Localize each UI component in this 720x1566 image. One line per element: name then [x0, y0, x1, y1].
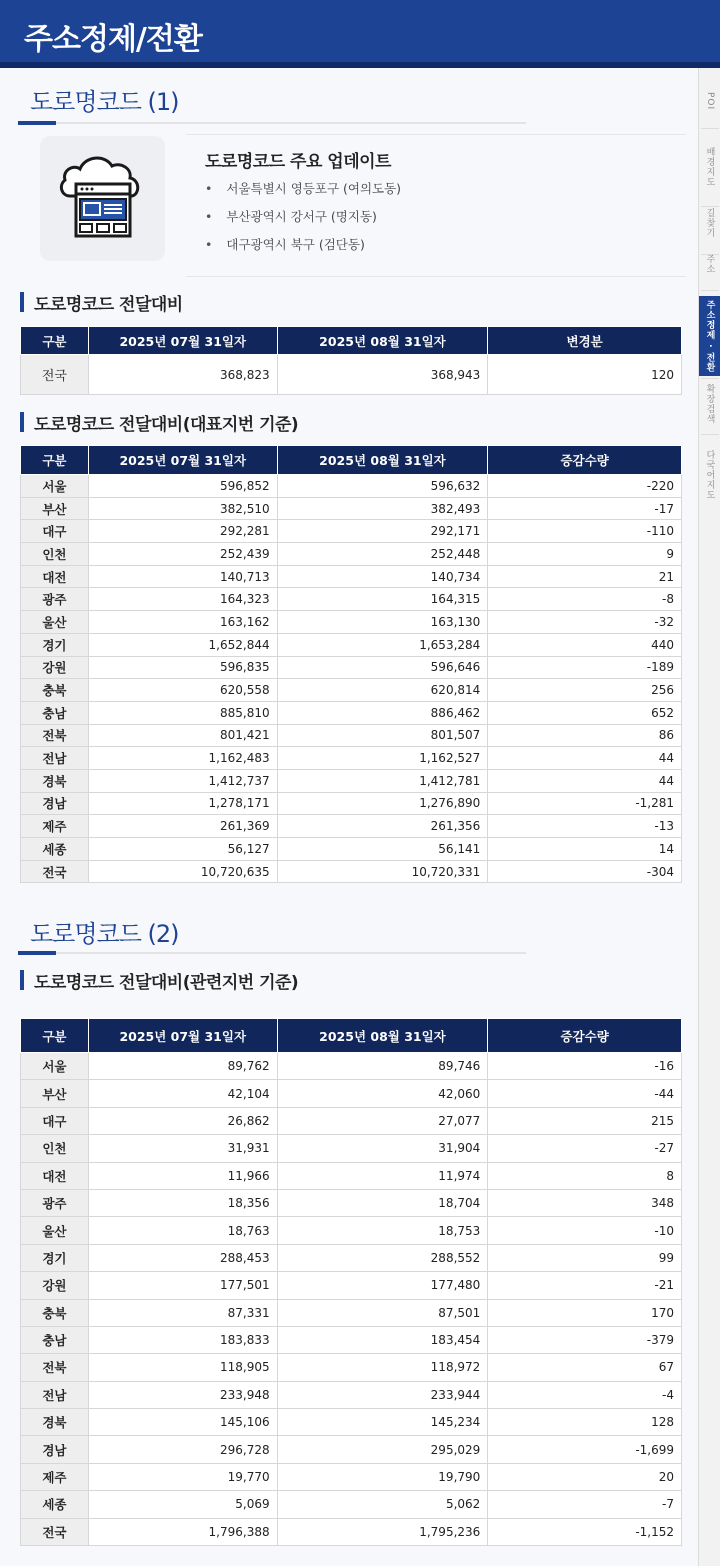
value-cell: 256: [488, 679, 682, 702]
update-item: • 서울특별시 영등포구 (여의도동): [205, 178, 401, 206]
region-cell: 울산: [21, 1217, 89, 1244]
region-cell: 충남: [21, 701, 89, 724]
region-cell: 광주: [21, 1189, 89, 1216]
value-cell: 348: [488, 1189, 682, 1216]
value-cell: -4: [488, 1381, 682, 1408]
region-cell: 경기: [21, 1244, 89, 1271]
rail-item-label: POI: [705, 91, 715, 111]
value-cell: 89,746: [277, 1053, 488, 1080]
table-related-lot: [20, 1018, 682, 1546]
value-cell: 170: [488, 1299, 682, 1326]
table-row: [21, 1491, 682, 1518]
table-row: [21, 1244, 682, 1271]
value-cell: 177,501: [88, 1272, 277, 1299]
value-cell: 1,795,236: [277, 1518, 488, 1545]
update-bottom-rule: [186, 276, 686, 277]
region-cell: 인천: [21, 1135, 89, 1162]
value-cell: 1,652,844: [88, 633, 277, 656]
value-cell: 292,171: [277, 520, 488, 543]
value-cell: 163,162: [88, 611, 277, 634]
value-cell: -1,699: [488, 1436, 682, 1463]
region-cell: 부산: [21, 1080, 89, 1107]
value-cell: 295,029: [277, 1436, 488, 1463]
value-cell: 596,632: [277, 475, 488, 498]
column-header: 2025년 08월 31일자: [277, 327, 488, 355]
table-row: [21, 1053, 682, 1080]
rail-separator: [701, 290, 719, 291]
value-cell: 288,453: [88, 1244, 277, 1271]
region-cell: 전북: [21, 724, 89, 747]
table-row: [21, 1381, 682, 1408]
value-cell: 44: [488, 769, 682, 792]
value-cell: 18,763: [88, 1217, 277, 1244]
value-cell: 233,944: [277, 1381, 488, 1408]
table3-title: 도로명코드 전달대비(관련지번 기준): [20, 968, 298, 993]
table-row: [21, 701, 682, 724]
value-cell: 67: [488, 1354, 682, 1381]
value-cell: -13: [488, 815, 682, 838]
column-header: 2025년 08월 31일자: [277, 446, 488, 475]
region-cell: 대구: [21, 520, 89, 543]
value-cell: 620,814: [277, 679, 488, 702]
value-cell: 177,480: [277, 1272, 488, 1299]
table-row: [21, 1162, 682, 1189]
table-row: [21, 860, 682, 883]
table-row: [21, 747, 682, 770]
value-cell: 9: [488, 543, 682, 566]
region-cell: 대구: [21, 1107, 89, 1134]
table1-title: 도로명코드 전달대비: [20, 290, 183, 315]
value-cell: -379: [488, 1326, 682, 1353]
main-content: [0, 68, 698, 1566]
table-row: [21, 1189, 682, 1216]
value-cell: 145,234: [277, 1409, 488, 1436]
value-cell: 252,439: [88, 543, 277, 566]
update-title: 도로명코드 주요 업데이트: [205, 152, 391, 172]
value-cell: 86: [488, 724, 682, 747]
table-row: [21, 543, 682, 566]
column-header: 2025년 07월 31일자: [88, 1019, 277, 1053]
region-cell: 전국: [21, 1518, 89, 1545]
page-title: 주소정제/전환: [24, 22, 202, 57]
table-row: [21, 520, 682, 543]
rail-item[interactable]: [699, 240, 720, 288]
value-cell: 1,278,171: [88, 792, 277, 815]
column-header: 증감수량: [488, 446, 682, 475]
table-row: [21, 1409, 682, 1436]
section-title-2: 도로명코드 (2): [30, 920, 179, 948]
value-cell: 183,454: [277, 1326, 488, 1353]
region-cell: 울산: [21, 611, 89, 634]
value-cell: 801,507: [277, 724, 488, 747]
column-header: 2025년 07월 31일자: [88, 446, 277, 475]
value-cell: 14: [488, 838, 682, 861]
value-cell: 596,852: [88, 475, 277, 498]
table-row: [21, 1217, 682, 1244]
column-header: 변경분: [488, 327, 682, 355]
table-representative-lot: [20, 445, 682, 883]
value-cell: 145,106: [88, 1409, 277, 1436]
value-cell: 21: [488, 565, 682, 588]
value-cell: 164,323: [88, 588, 277, 611]
table-row: [21, 1107, 682, 1134]
region-cell: 인천: [21, 543, 89, 566]
region-cell: 전국: [21, 355, 89, 395]
value-cell: 5,062: [277, 1491, 488, 1518]
value-cell: 10,720,635: [88, 860, 277, 883]
value-cell: 87,331: [88, 1299, 277, 1326]
table-row: [21, 838, 682, 861]
update-list: [205, 178, 401, 262]
right-quick-nav: [698, 68, 720, 1566]
value-cell: 118,972: [277, 1354, 488, 1381]
table-row: [21, 815, 682, 838]
table-row: [21, 1299, 682, 1326]
value-cell: 31,904: [277, 1135, 488, 1162]
value-cell: -220: [488, 475, 682, 498]
value-cell: 44: [488, 747, 682, 770]
table2-title: 도로명코드 전달대비(대표지번 기준): [20, 410, 298, 435]
value-cell: 89,762: [88, 1053, 277, 1080]
region-cell: 경북: [21, 1409, 89, 1436]
value-cell: -21: [488, 1272, 682, 1299]
value-cell: 140,734: [277, 565, 488, 588]
region-cell: 광주: [21, 588, 89, 611]
table-row: [21, 1518, 682, 1545]
value-cell: 885,810: [88, 701, 277, 724]
value-cell: 99: [488, 1244, 682, 1271]
value-cell: 233,948: [88, 1381, 277, 1408]
table-row: [21, 1463, 682, 1490]
value-cell: 215: [488, 1107, 682, 1134]
value-cell: 18,356: [88, 1189, 277, 1216]
table-row: [21, 1272, 682, 1299]
rail-item[interactable]: [699, 76, 720, 126]
value-cell: 596,835: [88, 656, 277, 679]
column-header: 구분: [21, 1019, 89, 1053]
value-cell: 292,281: [88, 520, 277, 543]
value-cell: 886,462: [277, 701, 488, 724]
table-row: [21, 679, 682, 702]
value-cell: -27: [488, 1135, 682, 1162]
value-cell: -32: [488, 611, 682, 634]
value-cell: -17: [488, 497, 682, 520]
rail-item[interactable]: [699, 130, 720, 204]
update-top-rule: [186, 134, 686, 135]
rail-separator: [701, 128, 719, 129]
table-row: [21, 475, 682, 498]
region-cell: 경남: [21, 1436, 89, 1463]
value-cell: 8: [488, 1162, 682, 1189]
value-cell: 296,728: [88, 1436, 277, 1463]
rail-item[interactable]: [699, 436, 720, 514]
value-cell: 18,704: [277, 1189, 488, 1216]
value-cell: 1,412,781: [277, 769, 488, 792]
column-header: 구분: [21, 446, 89, 475]
region-cell: 전국: [21, 860, 89, 883]
value-cell: 26,862: [88, 1107, 277, 1134]
value-cell: 20: [488, 1463, 682, 1490]
value-cell: 1,162,527: [277, 747, 488, 770]
value-cell: 183,833: [88, 1326, 277, 1353]
table-row: [21, 588, 682, 611]
value-cell: 10,720,331: [277, 860, 488, 883]
table-row: [21, 611, 682, 634]
region-cell: 세종: [21, 1491, 89, 1518]
value-cell: -8: [488, 588, 682, 611]
value-cell: 18,753: [277, 1217, 488, 1244]
rail-item-label: 길찾기: [704, 208, 715, 238]
column-header: 2025년 08월 31일자: [277, 1019, 488, 1053]
table-row: [21, 1354, 682, 1381]
value-cell: 1,276,890: [277, 792, 488, 815]
value-cell: 261,356: [277, 815, 488, 838]
table-row: [21, 1436, 682, 1463]
value-cell: -1,152: [488, 1518, 682, 1545]
value-cell: 368,823: [88, 355, 277, 395]
table-row: [21, 497, 682, 520]
region-cell: 부산: [21, 497, 89, 520]
value-cell: 368,943: [277, 355, 488, 395]
rail-item-label: 다국어지도: [704, 450, 715, 500]
value-cell: 11,974: [277, 1162, 488, 1189]
rail-separator: [701, 434, 719, 435]
region-cell: 제주: [21, 1463, 89, 1490]
column-header: 2025년 07월 31일자: [88, 327, 277, 355]
section-title-1: 도로명코드 (1): [30, 88, 179, 116]
region-cell: 서울: [21, 475, 89, 498]
table-row: [21, 1326, 682, 1353]
rail-item[interactable]: [699, 376, 720, 432]
value-cell: 288,552: [277, 1244, 488, 1271]
region-cell: 충북: [21, 679, 89, 702]
update-item: • 대구광역시 북구 (검단동): [205, 234, 401, 262]
value-cell: 261,369: [88, 815, 277, 838]
value-cell: 163,130: [277, 611, 488, 634]
value-cell: 164,315: [277, 588, 488, 611]
value-cell: 1,653,284: [277, 633, 488, 656]
section-divider-2: [18, 952, 526, 954]
update-item: • 부산광역시 강서구 (명지동): [205, 206, 401, 234]
value-cell: -44: [488, 1080, 682, 1107]
region-cell: 충남: [21, 1326, 89, 1353]
rail-item-label: 주소정제 · 전환: [704, 299, 715, 373]
value-cell: 1,162,483: [88, 747, 277, 770]
region-cell: 전남: [21, 1381, 89, 1408]
region-cell: 강원: [21, 656, 89, 679]
value-cell: -304: [488, 860, 682, 883]
value-cell: 382,510: [88, 497, 277, 520]
region-cell: 강원: [21, 1272, 89, 1299]
value-cell: -7: [488, 1491, 682, 1518]
table-row: [21, 633, 682, 656]
value-cell: 87,501: [277, 1299, 488, 1326]
page-header: [0, 0, 720, 68]
value-cell: 5,069: [88, 1491, 277, 1518]
update-illustration: [40, 136, 165, 261]
value-cell: 27,077: [277, 1107, 488, 1134]
region-cell: 경북: [21, 769, 89, 792]
value-cell: 620,558: [88, 679, 277, 702]
table-row: [21, 565, 682, 588]
value-cell: 1,796,388: [88, 1518, 277, 1545]
region-cell: 충북: [21, 1299, 89, 1326]
value-cell: 801,421: [88, 724, 277, 747]
rail-item-label: 주소: [704, 254, 715, 274]
value-cell: 1,412,737: [88, 769, 277, 792]
table-row: [21, 724, 682, 747]
value-cell: 652: [488, 701, 682, 724]
value-cell: 31,931: [88, 1135, 277, 1162]
table-row: [21, 656, 682, 679]
rail-item-label: 배경지도: [704, 147, 715, 187]
table-row: [21, 355, 682, 395]
value-cell: 440: [488, 633, 682, 656]
value-cell: 19,770: [88, 1463, 277, 1490]
region-cell: 경기: [21, 633, 89, 656]
region-cell: 서울: [21, 1053, 89, 1080]
table-transfer-comparison: [20, 326, 682, 395]
region-cell: 전남: [21, 747, 89, 770]
region-cell: 대전: [21, 1162, 89, 1189]
value-cell: -1,281: [488, 792, 682, 815]
column-header: 증감수량: [488, 1019, 682, 1053]
value-cell: 140,713: [88, 565, 277, 588]
column-header: 구분: [21, 327, 89, 355]
value-cell: 56,127: [88, 838, 277, 861]
value-cell: -189: [488, 656, 682, 679]
value-cell: 120: [488, 355, 682, 395]
section-divider-1: [18, 122, 526, 124]
value-cell: 596,646: [277, 656, 488, 679]
table-row: [21, 1080, 682, 1107]
value-cell: 11,966: [88, 1162, 277, 1189]
cloud-browser-icon: [40, 136, 165, 261]
region-cell: 세종: [21, 838, 89, 861]
table-row: [21, 792, 682, 815]
value-cell: 42,104: [88, 1080, 277, 1107]
value-cell: -10: [488, 1217, 682, 1244]
rail-item-label: 확장검색: [704, 384, 715, 424]
value-cell: -16: [488, 1053, 682, 1080]
rail-item[interactable]: [699, 296, 720, 376]
value-cell: 19,790: [277, 1463, 488, 1490]
value-cell: 42,060: [277, 1080, 488, 1107]
value-cell: 252,448: [277, 543, 488, 566]
value-cell: 118,905: [88, 1354, 277, 1381]
table-row: [21, 769, 682, 792]
region-cell: 대전: [21, 565, 89, 588]
value-cell: 56,141: [277, 838, 488, 861]
value-cell: 128: [488, 1409, 682, 1436]
table-row: [21, 1135, 682, 1162]
region-cell: 경남: [21, 792, 89, 815]
region-cell: 전북: [21, 1354, 89, 1381]
value-cell: 382,493: [277, 497, 488, 520]
region-cell: 제주: [21, 815, 89, 838]
value-cell: -110: [488, 520, 682, 543]
